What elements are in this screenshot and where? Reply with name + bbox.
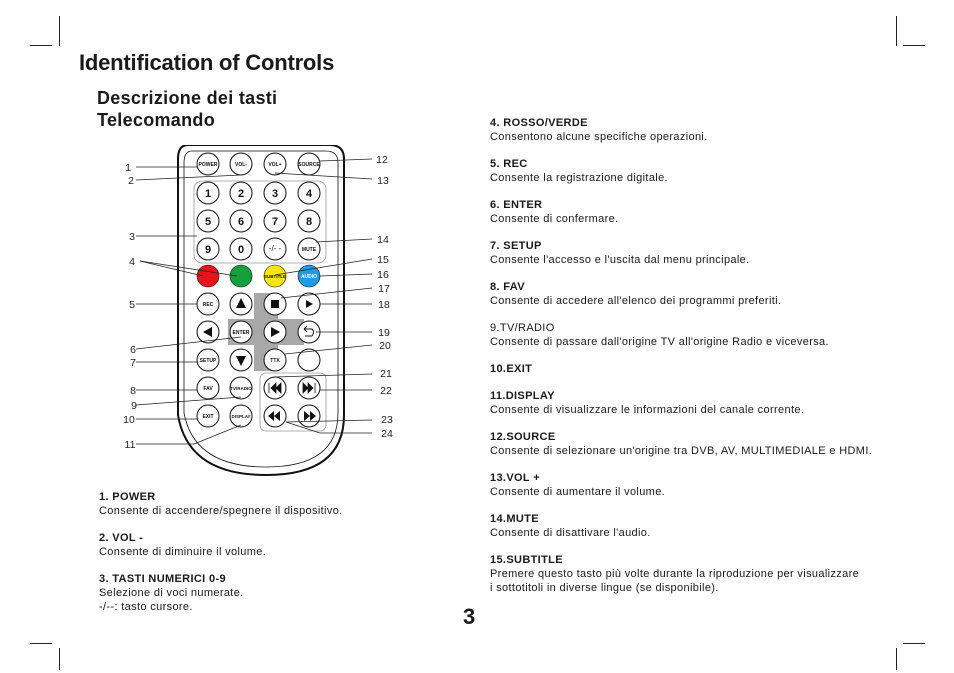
callout-16: 16 — [377, 269, 389, 281]
item-heading: 14.MUTE — [490, 513, 539, 525]
rec-label: REC — [202, 302, 214, 308]
svg-text:3: 3 — [271, 188, 279, 200]
page-number: 3 — [463, 604, 476, 629]
crop-mark — [30, 45, 52, 46]
remote-control-diagram — [120, 145, 410, 485]
list-item — [490, 362, 910, 376]
svg-text:0: 0 — [237, 244, 245, 256]
callout-3: 3 — [129, 231, 135, 243]
crop-mark — [30, 643, 52, 644]
section-subtitle — [97, 87, 357, 131]
item-description: Consente di aumentare il volume. — [490, 486, 666, 498]
callout-19: 19 — [378, 327, 390, 339]
item-heading: 9.TV/RADIO — [490, 322, 555, 334]
callout-18: 18 — [378, 299, 390, 311]
item-description: Consente di disattivare l'audio. — [490, 527, 651, 539]
green-button — [230, 265, 252, 287]
crop-mark — [896, 16, 897, 46]
item-description: Consente di diminuire il volume. — [99, 546, 267, 558]
callout-8: 8 — [130, 385, 136, 397]
svg-text:4: 4 — [305, 188, 313, 200]
list-item — [490, 157, 910, 185]
item-heading: 13.VOL + — [490, 472, 540, 484]
callout-9: 9 — [131, 400, 137, 412]
item-heading: 15.SUBTITLE — [490, 554, 563, 566]
vol-plus-label: VOL+ — [268, 162, 282, 168]
list-item — [99, 531, 439, 559]
callout-12: 12 — [376, 154, 388, 166]
power-label: POWER — [198, 162, 218, 168]
item-description: Consente di passare dall'origine TV all'origine Radio e viceversa. — [490, 336, 829, 348]
callout-2: 2 — [128, 175, 134, 187]
crop-mark — [903, 643, 925, 644]
subtitle-line-1: Descrizione dei tasti — [97, 88, 278, 108]
callout-6: 6 — [130, 344, 136, 356]
callout-10: 10 — [123, 414, 135, 426]
svg-text:MUTE: MUTE — [301, 247, 317, 253]
list-item — [490, 512, 910, 540]
left-description-list — [99, 490, 439, 627]
subtitle-line-2: Telecomando — [97, 110, 215, 130]
item-description: Consente di confermare. — [490, 213, 619, 225]
item-description: Premere questo tasto più volte durante la riproduzione per visualizzare i sottotitoli in diverse lingue (se disponibile). — [490, 568, 860, 594]
stop-icon — [271, 300, 279, 308]
callout-11: 11 — [124, 439, 136, 451]
item-description: Consente l'accesso e l'uscita dal menu principale. — [490, 254, 750, 266]
svg-text:8: 8 — [305, 216, 313, 228]
crop-mark — [896, 648, 897, 670]
page-title: Identification of Controls — [79, 50, 335, 75]
enter-label: ENTER — [232, 330, 250, 336]
svg-text:9: 9 — [204, 244, 212, 256]
callout-15: 15 — [377, 254, 389, 266]
item-heading: 11.DISPLAY — [490, 390, 555, 402]
callout-21: 21 — [380, 368, 392, 380]
callout-7: 7 — [130, 357, 136, 369]
list-item — [490, 430, 910, 458]
crop-mark — [903, 45, 925, 46]
item-description: Consente di selezionare un'origine tra DVB, AV, MULTIMEDIALE e HDMI. — [490, 445, 873, 457]
callout-1: 1 — [125, 162, 131, 174]
svg-text:-/- -: -/- - — [268, 244, 282, 253]
crop-mark — [59, 648, 60, 670]
item-heading: 2. VOL - — [99, 532, 144, 544]
list-item — [490, 321, 910, 349]
crop-mark — [59, 16, 60, 46]
svg-text:5: 5 — [204, 216, 212, 228]
callout-23: 23 — [381, 414, 393, 426]
svg-text:2: 2 — [237, 188, 245, 200]
item-description: Consente di visualizzare le informazioni del canale corrente. — [490, 404, 805, 416]
svg-text:1: 1 — [204, 188, 212, 200]
item-description: Selezione di voci numerate. -/--: tasto cursore. — [99, 587, 244, 613]
source-label: SOURCE — [298, 162, 320, 168]
list-item — [490, 198, 910, 226]
callout-4: 4 — [129, 256, 135, 268]
svg-text:7: 7 — [271, 216, 279, 228]
fav-label: FAV — [203, 386, 213, 392]
ttx-label: TTX — [270, 358, 280, 364]
list-item — [490, 116, 910, 144]
exit-label: EXIT — [202, 414, 214, 420]
svg-text:6: 6 — [237, 216, 245, 228]
callout-14: 14 — [377, 234, 389, 246]
item-description: Consente la registrazione digitale. — [490, 172, 668, 184]
item-description: Consentono alcune specifiche operazioni. — [490, 131, 708, 143]
vol-minus-label: VOL- — [235, 162, 247, 168]
right-description-list — [490, 116, 910, 608]
item-heading: 8. FAV — [490, 281, 525, 293]
item-heading: 6. ENTER — [490, 199, 543, 211]
item-heading: 7. SETUP — [490, 240, 542, 252]
item-heading: 1. POWER — [99, 491, 156, 503]
subtitle-label: SUBTITLE — [264, 274, 286, 279]
callout-24: 24 — [381, 428, 393, 440]
setup-label: SETUP — [199, 358, 217, 364]
red-button — [197, 265, 219, 287]
list-item — [99, 572, 439, 614]
item-description: Consente di accendere/spegnere il dispositivo. — [99, 505, 343, 517]
item-description: Consente di accedere all'elenco dei programmi preferiti. — [490, 295, 782, 307]
list-item — [490, 553, 910, 595]
item-heading: 4. ROSSO/VERDE — [490, 117, 588, 129]
display-label: DISPLAY — [231, 414, 251, 419]
item-heading: 10.EXIT — [490, 363, 533, 375]
callout-5: 5 — [129, 299, 135, 311]
callout-13: 13 — [377, 175, 389, 187]
item-heading: 12.SOURCE — [490, 431, 556, 443]
item-heading: 3. TASTI NUMERICI 0-9 — [99, 573, 226, 585]
item-heading: 5. REC — [490, 158, 528, 170]
list-item — [490, 389, 910, 417]
callout-20: 20 — [379, 340, 391, 352]
list-item — [490, 239, 910, 267]
callout-17: 17 — [378, 283, 390, 295]
list-item — [99, 490, 439, 518]
list-item — [490, 471, 910, 499]
tvradio-label: TV/RADIO — [230, 386, 252, 391]
callout-22: 22 — [380, 385, 392, 397]
audio-label: AUDIO — [300, 274, 318, 280]
list-item — [490, 280, 910, 308]
